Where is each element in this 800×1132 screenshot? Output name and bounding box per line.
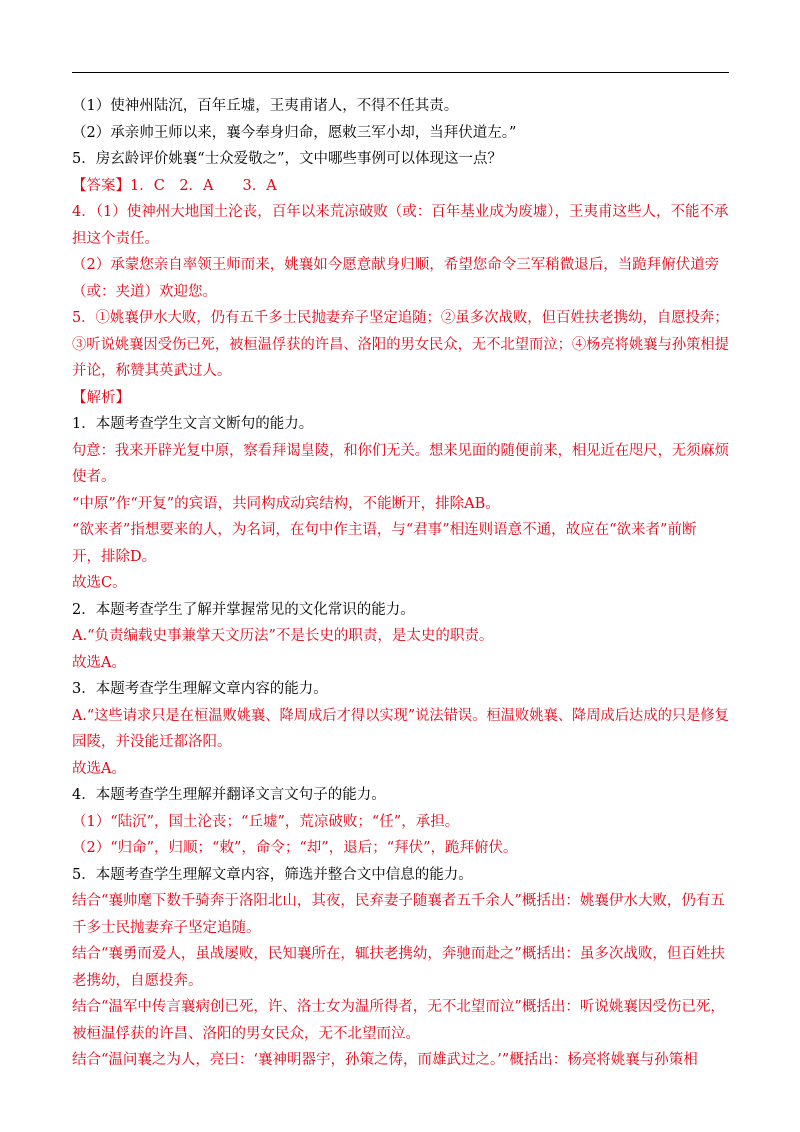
text-line: 故选C。	[72, 575, 127, 591]
text-line: （2）“归命”，归顺；“敕”，命令；“却”，退后；“拜伏”，跪拜俯伏。	[72, 840, 518, 856]
text-line: 被桓温俘获的许昌、洛阳的男女民众，无不北望而泣。	[72, 1025, 420, 1042]
text-line: “中原”作“开复”的宾语，共同构成动宾结构，不能断开，排除AB。	[72, 495, 500, 512]
text-line: 【答案】1．C 2．A 3．A	[72, 177, 277, 194]
text-line: 使者。	[72, 469, 116, 485]
text-line: 并论，称赞其英武过人。	[72, 363, 232, 379]
text-line: （或：夹道）欢迎您。	[72, 283, 217, 300]
text-line: （1）使神州陆沉，百年丘墟，王夷甫诸人，不得不任其责。	[72, 98, 459, 114]
text-line: 园陵，并没能迁都洛阳。	[72, 734, 232, 750]
text-line: （2）承亲帅王师以来，襄今奉身归命，愿敕三军小却，当拜伏道左。”	[72, 124, 517, 141]
text-line: 故选A。	[72, 654, 126, 671]
text-line: （2）承蒙您亲自率领王师而来，姚襄如今愿意献身归顺，希望您命令三军稍微退后，当跪拜俯伏道旁	[72, 257, 720, 273]
text-line: 结合“温军中传言襄病创已死，许、洛士女为温所得者，无不北望而泣”概括出：听说姚襄因受伤已死，	[72, 999, 725, 1015]
text-line: 老携幼，自愿投奔。	[72, 972, 203, 989]
text-line: A.“负责编载史事兼掌天文历法”不是长史的职责，是太史的职责。	[72, 628, 494, 644]
text-line: 句意：我来开辟光复中原，察看拜谒皇陵，和你们无关。想来见面的随便前来，相见近在咫尺，无须麻烦	[72, 442, 729, 459]
text-line: 2．本题考查学生了解并掌握常见的文化常识的能力。	[72, 601, 415, 618]
text-line: “欲来者”指想要来的人，为名词，在句中作主语，与“君事”相连则语意不通，故应在“欲来者”前断	[72, 522, 697, 538]
text-line: 1．本题考查学生文言文断句的能力。	[72, 416, 314, 432]
text-line: A.“这些请求只是在桓温败姚襄、降周成后才得以实现”说法错误。桓温败姚襄、降周成后达成的只是修复	[72, 707, 729, 724]
text-line: 千多士民抛妻弃子坚定追随。	[72, 919, 261, 936]
text-line: 开，排除D。	[72, 548, 157, 565]
header-rule	[72, 72, 729, 73]
text-line: 5．①姚襄伊水大败，仍有五千多士民抛妻弃子坚定追随；②虽多次战败，但百姓扶老携幼，自愿投奔；	[72, 310, 729, 326]
text-line: 故选A。	[72, 760, 126, 777]
text-line: 5．本题考查学生理解文章内容，筛选并整合文中信息的能力。	[72, 866, 473, 883]
text-line: 结合“温问襄之为人，亮曰：‘襄神明器宇，孙策之俦，而雄武过之。’”概括出：杨亮将姚襄与孙策相	[72, 1052, 698, 1068]
text-line: 结合“襄帅麾下数千骑奔于洛阳北山，其夜，民弃妻子随襄者五千余人”概括出：姚襄伊水大败，仍有五	[72, 893, 725, 909]
text-line: 3．本题考查学生理解文章内容的能力。	[72, 681, 328, 697]
text-line: 【解析】	[72, 389, 130, 406]
text-line: 结合“襄勇而爱人，虽战屡败，民知襄所在，辄扶老携幼，奔驰而赴之”概括出：虽多次战败，但百姓扶	[72, 946, 725, 962]
text-line: 5．房玄龄评价姚襄“士众爱敬之”，文中哪些事例可以体现这一点？	[72, 151, 503, 167]
text-line: （1）“陆沉”，国土沦丧；“丘墟”，荒凉破败；“任”，承担。	[72, 813, 460, 830]
text-line: 4．（1）使神州大地国土沦丧，百年以来荒凉破败（或：百年基业成为废墟），王夷甫这些人，不能不承	[72, 204, 729, 220]
text-line: 担这个责任。	[72, 230, 159, 247]
text-line: ③听说姚襄因受伤已死，被桓温俘获的许昌、洛阳的男女民众，无不北望而泣；④杨亮将姚襄与孙策相提	[72, 336, 729, 353]
text-line: 4．本题考查学生理解并翻译文言文句子的能力。	[72, 787, 386, 803]
